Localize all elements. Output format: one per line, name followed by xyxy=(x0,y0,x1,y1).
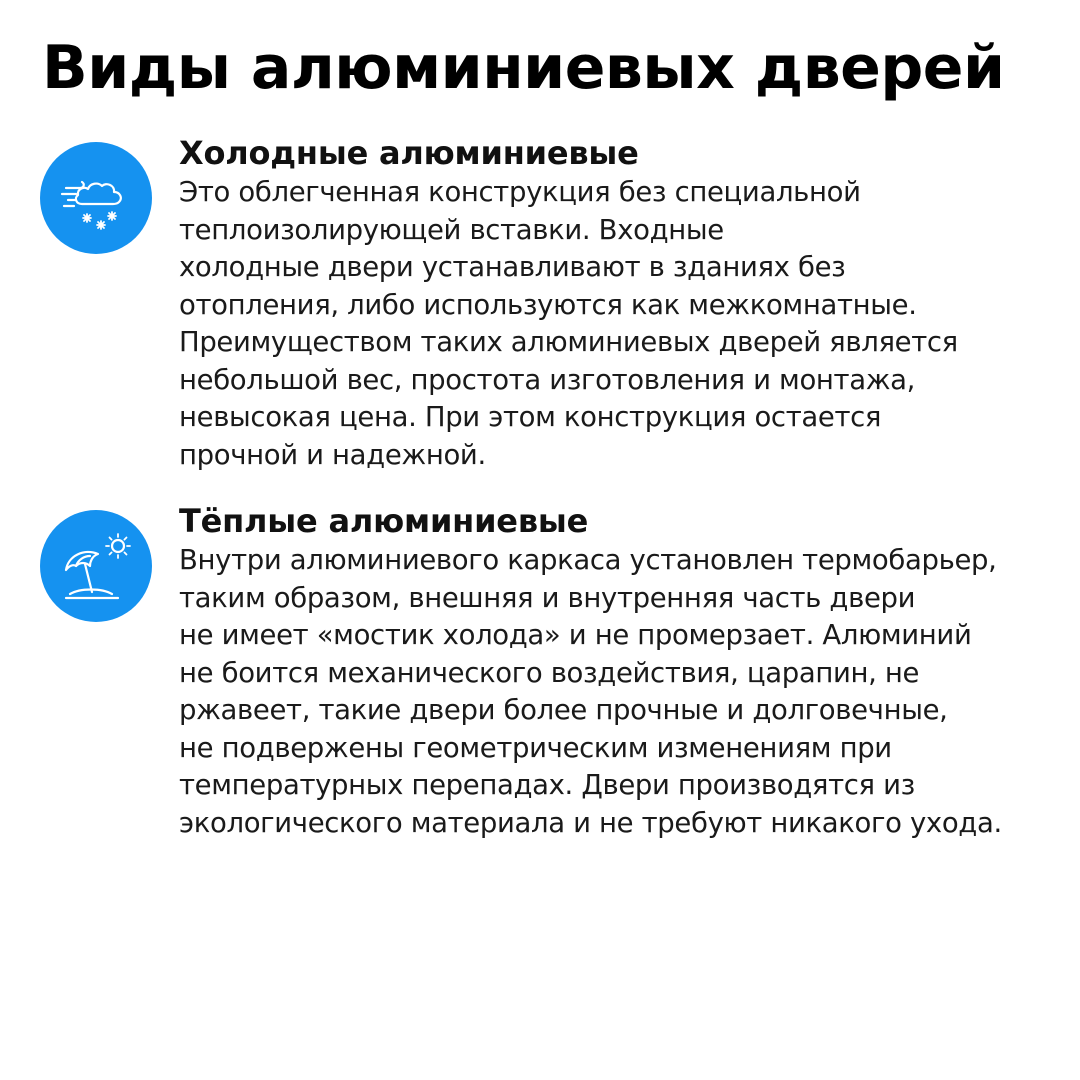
body-line: ржавеет, такие двери более прочные и долговечные, xyxy=(179,694,948,726)
body-line: не имеет «мостик холода» и не промерзает. Алюминий xyxy=(179,619,972,651)
page-title: Виды алюминиевых дверей xyxy=(42,33,1005,103)
body-line: не подвержены геометрическим изменениям при xyxy=(179,731,892,764)
body-line: невысокая цена. При этом конструкция остается xyxy=(179,401,882,433)
body-line: не боится механического воздействия, царапин, не xyxy=(179,656,920,689)
body-line: экологического материала и не требуют никакого ухода. xyxy=(179,806,1002,839)
cold-text-block xyxy=(179,132,1069,474)
section-body xyxy=(179,174,1069,474)
warm-icon-badge xyxy=(40,510,152,622)
warm-text-block xyxy=(179,500,1069,842)
section-body xyxy=(179,542,1069,842)
cloud-snow-wind-icon xyxy=(40,142,152,254)
body-line: Преимуществом таких алюминиевых дверей является xyxy=(179,326,958,358)
cold-icon-badge xyxy=(40,142,152,254)
body-line: Внутри алюминиевого каркаса установлен термобарьер, xyxy=(179,544,997,576)
body-line: температурных перепадах. Двери производятся из xyxy=(179,769,915,801)
body-line: отопления, либо используются как межкомнатные. xyxy=(179,288,917,321)
body-line: прочной и надежной. xyxy=(179,438,486,471)
section-heading: Холодные алюминиевые xyxy=(179,134,639,172)
body-line: Это облегченная конструкция без специальной xyxy=(179,176,861,208)
section-heading: Тёплые алюминиевые xyxy=(179,502,589,540)
body-line: теплоизолирующей вставки. Входные xyxy=(179,213,724,246)
body-line: таким образом, внешняя и внутренняя часть двери xyxy=(179,581,916,614)
beach-umbrella-sun-icon xyxy=(40,510,152,622)
body-line: холодные двери устанавливают в зданиях без xyxy=(179,251,846,283)
body-line: небольшой вес, простота изготовления и монтажа, xyxy=(179,363,916,396)
